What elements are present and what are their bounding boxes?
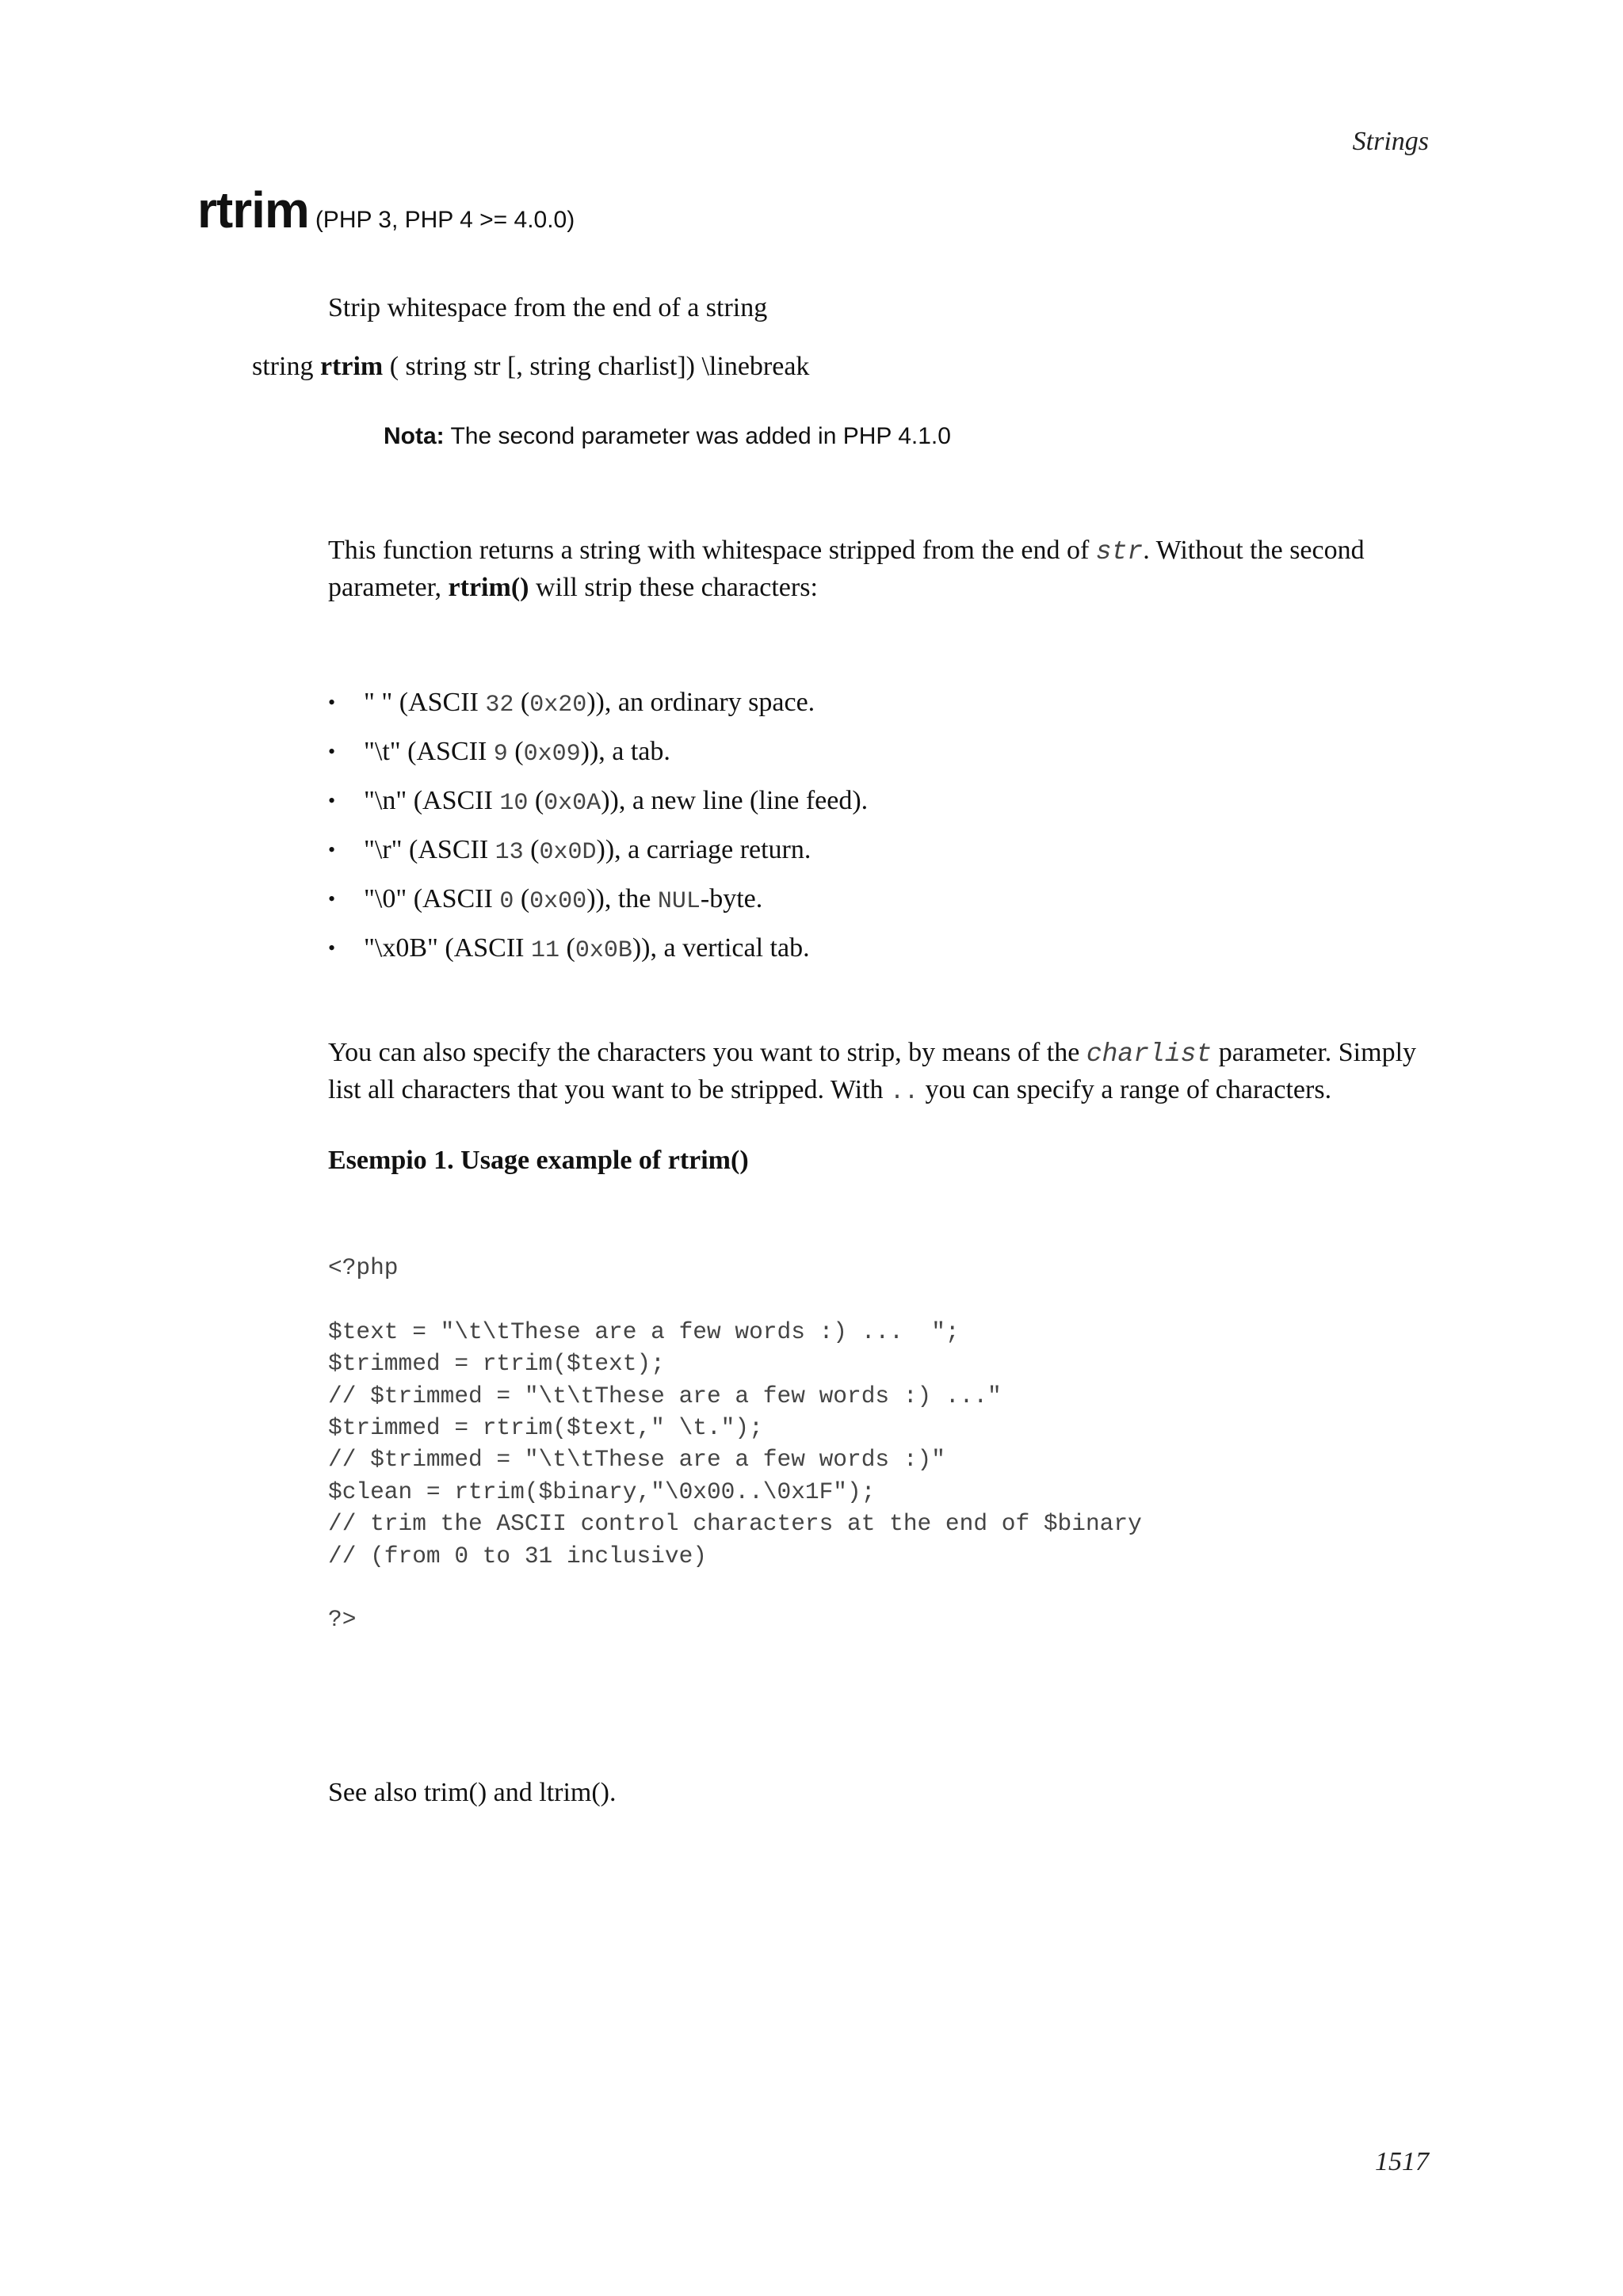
ascii-label: (ASCII xyxy=(402,835,495,864)
ascii-dec: 32 xyxy=(485,692,514,719)
charlist-text: you can specify a range of characters. xyxy=(918,1075,1332,1104)
description-text: will strip these characters: xyxy=(529,573,818,602)
list-item: • " " (ASCII 32 (0x20)), an ordinary space. xyxy=(328,685,868,734)
ascii-hex: 0x0D xyxy=(539,839,597,866)
charlist-text: parameter. Simply list all characters that you want to be stripped. With xyxy=(328,1038,1417,1104)
function-summary: Strip whitespace from the end of a string xyxy=(328,293,768,322)
note-label: Nota: xyxy=(384,423,445,449)
nul-literal: NUL xyxy=(657,888,701,915)
bullet: • xyxy=(328,936,336,959)
ascii-dec: 10 xyxy=(499,790,529,817)
synopsis-name: rtrim xyxy=(319,352,384,381)
ascii-label: (ASCII xyxy=(437,933,531,963)
char-description: )), a vertical tab. xyxy=(632,933,810,963)
stripped-characters-list xyxy=(328,685,868,979)
function-synopsis xyxy=(252,349,809,384)
function-name: rtrim xyxy=(197,181,309,238)
code-example: <?php $text = "\t\tThese are a few words :) ... "; $trimmed = rtrim($text); // $trimmed = "\t\tThese are a few words :) ..." $trimmed = rtrim($text," \t."); // $trimmed = "\t\tThese are a few words :)" $clean = rtrim($binary,"\0x00..\0x1F"); // trim the ASCII control characters at the end of $binary // (from 0 to 31 inclusive) ?> xyxy=(328,1254,1142,1634)
running-header: Strings xyxy=(1352,127,1429,156)
bullet: • xyxy=(328,691,336,714)
char-description: )), the xyxy=(586,884,658,913)
char-literal: "\x0B" xyxy=(364,933,438,963)
ascii-dec: 9 xyxy=(493,741,508,768)
version-note xyxy=(384,423,951,450)
bullet: • xyxy=(328,887,336,910)
synopsis-return-type: string xyxy=(252,352,314,381)
description-text: . Without the second parameter, xyxy=(328,536,1365,602)
function-version: (PHP 3, PHP 4 >= 4.0.0) xyxy=(315,207,575,233)
ascii-dec: 0 xyxy=(499,888,514,915)
param-str: str xyxy=(1095,537,1144,566)
range-operator: .. xyxy=(890,1079,919,1106)
list-item: • "\x0B" (ASCII 11 (0x0B)), a vertical tab. xyxy=(328,930,868,979)
ascii-hex: 0x20 xyxy=(529,692,587,719)
ascii-hex: 0x09 xyxy=(523,741,581,768)
bullet: • xyxy=(328,789,336,812)
ascii-hex: 0x00 xyxy=(529,888,587,915)
function-title xyxy=(197,181,575,239)
list-item: • "\0" (ASCII 0 (0x00)), the NUL-byte. xyxy=(328,881,868,930)
synopsis-params: ( string str [, string charlist]) \linebreak xyxy=(389,352,810,381)
ascii-label: (ASCII xyxy=(392,688,486,717)
charlist-text: You can also specify the characters you want to strip, by means of the xyxy=(328,1038,1086,1067)
ascii-dec: 13 xyxy=(495,839,524,866)
char-description: )), a new line (line feed). xyxy=(601,786,869,815)
char-description: )), an ordinary space. xyxy=(586,688,815,717)
charlist-paragraph xyxy=(328,1035,1453,1111)
function-reference: rtrim() xyxy=(448,573,529,602)
char-description: -byte. xyxy=(700,884,763,913)
ascii-label: (ASCII xyxy=(400,737,494,766)
char-literal: "\0" xyxy=(364,884,407,913)
ascii-label: (ASCII xyxy=(407,884,500,913)
bullet: • xyxy=(328,838,336,861)
see-also: See also trim() and ltrim(). xyxy=(328,1778,617,1807)
ascii-label: (ASCII xyxy=(407,786,500,815)
list-item: • "\r" (ASCII 13 (0x0D)), a carriage return. xyxy=(328,832,868,881)
char-literal: "\n" xyxy=(364,786,407,815)
char-description: )), a carriage return. xyxy=(596,835,812,864)
ascii-dec: 11 xyxy=(531,937,560,964)
description-paragraph xyxy=(328,532,1438,605)
list-item: • "\t" (ASCII 9 (0x09)), a tab. xyxy=(328,734,868,783)
list-item: • "\n" (ASCII 10 (0x0A)), a new line (line feed). xyxy=(328,783,868,832)
ascii-hex: 0x0B xyxy=(575,937,632,964)
char-literal: " " xyxy=(364,688,393,717)
note-text: The second parameter was added in PHP 4.1.0 xyxy=(450,423,951,449)
char-description: )), a tab. xyxy=(580,737,670,766)
page-number: 1517 xyxy=(1375,2147,1429,2176)
example-title: Esempio 1. Usage example of rtrim() xyxy=(328,1146,749,1175)
char-literal: "\r" xyxy=(364,835,403,864)
bullet: • xyxy=(328,740,336,763)
param-charlist: charlist xyxy=(1086,1039,1212,1069)
ascii-hex: 0x0A xyxy=(544,790,601,817)
description-text: This function returns a string with whitespace stripped from the end of xyxy=(328,536,1096,565)
char-literal: "\t" xyxy=(364,737,401,766)
